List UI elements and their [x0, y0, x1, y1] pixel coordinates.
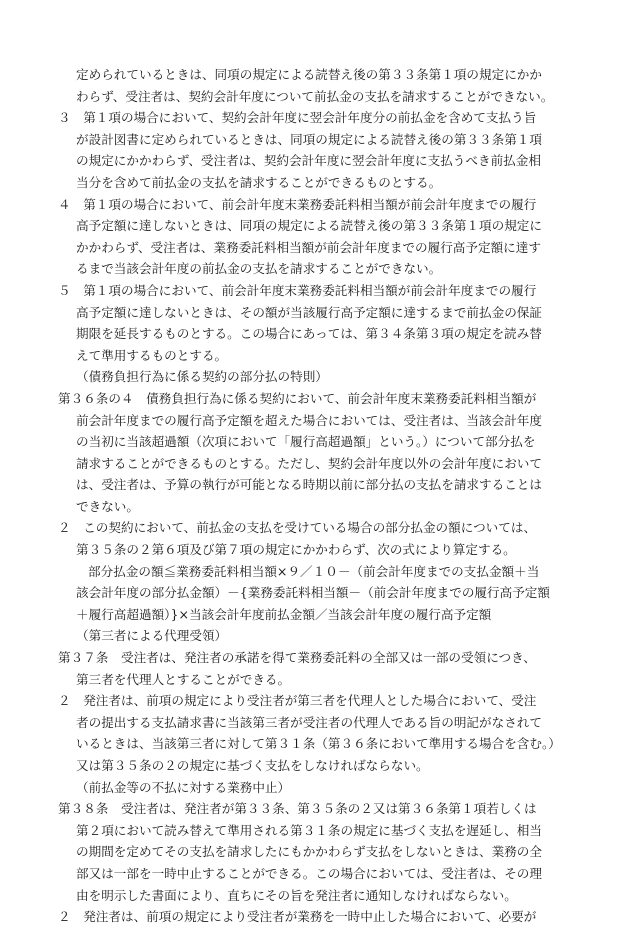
text-line: ２ 発注者は、前項の規定により受注者が業務を一時中止した場合において、必要が: [58, 909, 537, 925]
article-38: [58, 798, 590, 906]
heading-text: （債務負担行為に係る契約の部分払の特則）: [76, 369, 328, 385]
paragraph-continuation: [58, 64, 590, 107]
text-line: 高予定額に達しないときは、その額が当該履行高予定額に達するまで前払金の保証: [76, 304, 542, 320]
article-37: [58, 647, 590, 690]
text-line: 第２項において読み替えて準用される第３１条の規定に基づく支払を遅延し、相当: [76, 822, 542, 838]
paragraph-item-2: [58, 517, 590, 560]
text-line: ３ 第１項の場合において、契約会計年度に翌会計年度分の前払金を含めて支払う旨: [58, 110, 537, 126]
text-line: いるときは、当該第三者に対して第３１条（第３６条において準用する場合を含む。）: [76, 736, 561, 752]
text-line: ２ この契約において、前払金の支払を受けている場合の部分払金の額については、: [58, 520, 537, 536]
text-line: の当初に当該超過額（次項において「履行高超過額」という。）について部分払を: [76, 434, 536, 450]
text-line: 前会計年度までの履行高予定額を超えた場合においては、受注者は、当該会計年度: [76, 412, 542, 428]
section-heading: [58, 777, 590, 799]
text-line: 第３５条の２第６項及び第７項の規定にかかわらず、次の式により算定する。: [76, 542, 516, 558]
paragraph-item-2: [58, 690, 590, 776]
paragraph-item-5: [58, 280, 590, 366]
text-line: るまで当該会計年度の前払金の支払を請求することができない。: [76, 261, 442, 277]
section-heading: [58, 625, 590, 647]
text-line: 高予定額に達しないときは、同項の規定による読替え後の第３３条第１項の規定に: [76, 218, 542, 234]
text-line: えて準用するものとする。: [76, 347, 228, 363]
paragraph-item-3: [58, 107, 590, 193]
text-line: の期間を定めてその支払を請求したにもかかわらず支払をしないときは、業務の全: [76, 844, 542, 860]
text-line: 第三者を代理人とすることができる。: [76, 671, 291, 687]
text-line: の規定にかかわらず、受注者は、契約会計年度に翌会計年度に支払うべき前払金相: [76, 153, 541, 169]
text-line: 期限を延長するものとする。この場合にあっては、第３４条第３項の規定を読み替: [76, 326, 542, 342]
text-line: かかわらず、受注者は、業務委託料相当額が前会計年度までの履行高予定額に達す: [76, 239, 541, 255]
formula-line: ＋履行高超過額）}×当該会計年度前払金額／当該会計年度の履行高予定額: [76, 606, 492, 622]
text-line: 者の提出する支払請求書に当該第三者が受注者の代理人である旨の明記がなされて: [76, 714, 542, 730]
text-line: 当分を含めて前払金の支払を請求することができるものとする。: [76, 174, 442, 190]
text-line: わらず、受注者は、契約会計年度について前払金の支払を請求することができない。: [76, 88, 554, 104]
text-line: 部又は一部を一時中止することができる。この場合においては、受注者は、その理: [76, 865, 542, 881]
text-line: 第３７条 受注者は、発注者の承諾を得て業務委託料の全部又は一部の受領につき、: [58, 650, 536, 666]
section-heading: [58, 366, 590, 388]
text-line: できない。: [76, 498, 139, 514]
paragraph-item-2: [58, 906, 590, 928]
text-line: 請求することができるものとする。ただし、契約会計年度以外の会計年度において: [76, 455, 542, 471]
text-line: は、受注者は、予算の執行が可能となる時期以前に部分払の支払を請求することは: [76, 477, 542, 493]
text-line: 由を明示した書面により、直ちにその旨を発注者に通知しなければならない。: [76, 887, 517, 903]
formula-line: 部分払金の額≦業務委託料相当額×９／１０－（前会計年度までの支払金額＋当: [88, 563, 540, 579]
formula-block: [58, 561, 590, 626]
text-line: ２ 発注者は、前項の規定により受注者が第三者を代理人とした場合において、受注: [58, 693, 537, 709]
text-line: ５ 第１項の場合において、前会計年度末業務委託料相当額が前会計年度までの履行: [58, 282, 537, 298]
text-line: 第３６条の４ 債務負担行為に係る契約において、前会計年度末業務委託料相当額が: [58, 390, 537, 406]
text-line: ４ 第１項の場合において、前会計年度末業務委託料相当額が前会計年度までの履行: [58, 196, 537, 212]
paragraph-item-4: [58, 194, 590, 280]
text-line: 定められているときは、同項の規定による読替え後の第３３条第１項の規定にかか: [76, 67, 542, 82]
text-line: 又は第３５条の２の規定に基づく支払をしなければならない。: [76, 758, 429, 773]
formula-line: 該会計年度の部分払金額）－{業務委託料相当額－（前会計年度までの履行高予定額: [76, 585, 550, 601]
heading-text: （第三者による代理受領）: [76, 628, 228, 644]
heading-text: （前払金等の不払に対する業務中止）: [76, 779, 291, 795]
text-line: 第３８条 受注者は、発注者が第３３条、第３５条の２又は第３６条第１項若しくは: [58, 801, 537, 817]
text-line: が設計図書に定められているときは、同項の規定による読替え後の第３３条第１項: [76, 131, 542, 147]
article-36-4: [58, 388, 590, 518]
